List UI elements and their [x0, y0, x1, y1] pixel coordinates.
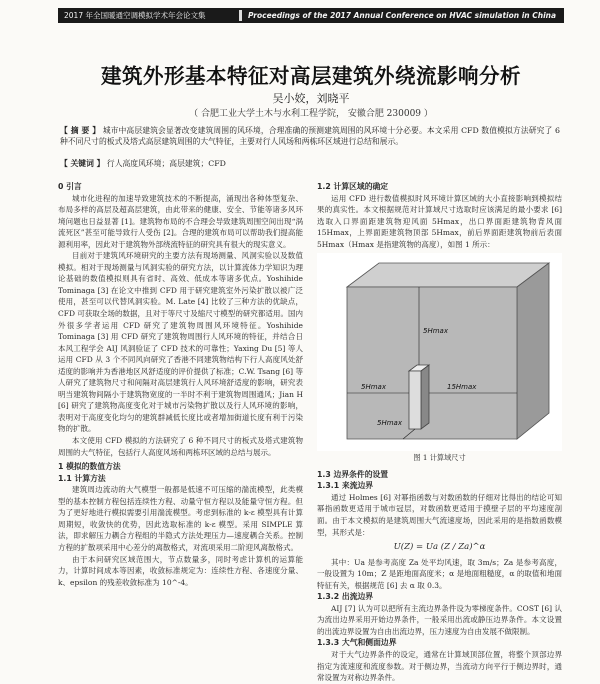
section-0-title: 0 引言 — [58, 182, 82, 191]
figure-1 — [317, 253, 562, 451]
outflow-paragraph: AIJ [7] 认为可以把所有主流边界条件设为零梯度条件。COST [6] 认为流出边界采用开始边界条件，一般采用出流或静压边界条件。本文设置的出流边界设置为自由出流边界，压力速度为自由发展不做限制。 — [317, 603, 562, 636]
abstract — [60, 125, 560, 148]
abstract-label: 【 摘 要 】 — [60, 126, 101, 135]
intro-paragraph-3: 本文使用 CFD 模拟的方法研究了 6 种不同尺寸的板式及塔式建筑物周围的大气特征，包括行人高度风场和两栋环区域的总结与展示。 — [58, 436, 303, 457]
section-1-3-1-title: 1.3.1 来流边界 — [317, 481, 374, 491]
header-divider — [239, 10, 242, 21]
header-left: 2017 年全国暖通空调模拟学术年会论文集 — [64, 11, 206, 20]
paper-title: 建筑外形基本特征对高层建筑外绕流影响分析 — [101, 64, 521, 88]
right-column — [317, 181, 562, 684]
label-front: 5Hmax — [377, 419, 402, 428]
section-1-3-title: 1.3 边界条件的设置 — [317, 469, 389, 479]
keywords-label: 【 关键词 】 — [60, 159, 105, 168]
label-right: 15Hmax — [447, 383, 477, 392]
equation-notes: 其中：Ua 是参考高度 Za 处平均风速，取 3m/s；Za 是参考高度，一般设置为 10m；Z 是距地面高度米；α 是地面粗糙度，α 的取值和地面特征有关，根据规范 [6] 去 α 取 0.3。 — [317, 557, 562, 590]
paper-affiliation: （ 合肥工业大学土木与水利工程学院， 安徽合肥 230009 ） — [189, 109, 433, 119]
intro-paragraph-2: 目前对于建筑风环境研究的主要方法有现场测量、风洞实验以及数值模拟。相对于现场测量与风洞实验的研究方法，以计算流体力学知识为理论基础的数值模拟则具有省时、高效、低成本等诸多优点。Yoshihide Tominaga [3] 在论文中推到 CFD 用于研究建筑室外污染扩散以被广泛使用，甚至可以代替风洞实验。M. Late [4] 比较了三种方法的优缺点，CFD 可获取全场的数据，且对于等尺寸及缩尺寸模型的研究都适用。国内外很多学者运用 CFD 研究了建筑物周围风环境特征。Yoshihide Tominaga [3] 用 CFD 研究了建筑物周围行人风环境的特征，并结合日本风工程学会 AIJ 风洞验证了 CFD 技术的可靠性；Yaxing Du [5] 等人运用 CFD 从 3 个不同风向研究了香港不同建筑物结构下行人高度风处舒适度的影响并为香港地区风舒适度的评价提供了标准；C.W. Tsang [6] 等人研究了建筑物尺寸和间隔对高层建筑行人风环境舒适度的影响，研究表明当建筑物间隔小于建筑物宽度的一半时不利于建筑物周围通风；Jian H [6] 研究了建筑物高度变化对于城市污染物扩散以及行人风环境的影响，表明对于高度变化均匀的建筑群减低长度比或者增加街道长度有利于污染物的扩散。 — [58, 251, 303, 434]
left-column — [58, 181, 303, 588]
inflow-equation: U(Z) = Ua (Z / Za)^α — [393, 542, 486, 553]
label-left: 5Hmax — [361, 383, 386, 392]
section-1-2-title: 1.2 计算区域的确定 — [317, 182, 389, 191]
header-right: Proceedings of the 2017 Annual Conference on HVAC simulation in China — [248, 11, 557, 20]
method-paragraph-1: 建筑周边流动的大气模型一般都是低速不可压缩的湍流模型，此类模型的基本控制方程包括连续性方程、动量守恒方程以及能量守恒方程。但为了更好地进行模拟需要引用湍流模型。考虑到标准的 k-ε 模型具有计算周期短，收敛快的优势，因此选取标准的 k-ε 模型。采用 SIMPLE 算法，即求解压力耦合方程组的半隐式方法处理压力—速度耦合关系。控制方程的扩散项采用中心差分的离散格式，对流项采用二阶迎风离散格式。 — [58, 485, 303, 552]
abstract-text: 城市中高层建筑会显著改变建筑周围的风环境，合理准确的预测建筑周围的风环境十分必要。本文采用 CFD 数值模拟方法研究了 6 种不同尺寸的板式及塔式高层建筑周围的大气特征，主要对行人风场和两栋环区域进行总结和展示。 — [60, 126, 560, 147]
intro-paragraph-1: 城市化进程的加速导致建筑技术的不断提高，涌现出各种体型复杂、布局多样的高层及超高层建筑，由此带来的健康、安全、节能等诸多风环境问题也日益显著 [1]。建筑物布局的不合理会导致建筑周围空间出现“涡流死区”甚至可能导致行人受伤 [2]。合理的建筑布局可以帮助我们提高能源利用率，因此对于建筑物外部绕流特征的研究具有很大的现实意义。 — [58, 193, 303, 249]
inflow-paragraph: 通过 Holmes [6] 对幂指函数与对数函数的仔细对比得出的结论可知幂指函数更适用于城市冠层，对数函数更适用于摸壁子层的平均速度剖面。由于本文模拟的是建筑周围大气流速度场，因此采用的是指数函数模型，其形式是： — [317, 492, 562, 537]
section-1-3-2-title: 1.3.2 出流边界 — [317, 592, 374, 602]
method-paragraph-2: 由于本问研究区域范围大，节点数量多，同时考虑计算机的运算能力，计算时间成本等因素，收敛标准规定为：连续性方程、各速度分量、k、epsilon 的残差收敛标准为 10^-4。 — [58, 554, 303, 587]
computational-domain-diagram — [317, 253, 562, 451]
label-top: 5Hmax — [423, 327, 448, 336]
keywords — [60, 158, 560, 169]
section-1-1-title: 1.1 计算方法 — [58, 473, 106, 483]
section-1-3-3-title: 1.3.3 大气和侧面边界 — [317, 638, 397, 648]
section-1-title: 1 模拟的数值方法 — [58, 462, 121, 472]
paper-authors: 吴小姣，刘晓平 — [272, 92, 350, 105]
side-boundary-paragraph: 对于大气边界条件的设定，通常在计算域顶部位置，将整个顶部边界指定为流速度和流度参数。对于侧边界，当流动方向平行于侧边界时，通常设置为对称边界条件。 — [317, 650, 562, 683]
keywords-text: 行人高度风环境；高层建筑；CFD — [106, 159, 226, 168]
figure-1-caption: 图 1 计算域尺寸 — [413, 453, 466, 463]
domain-paragraph: 运用 CFD 进行数值模拟时风环境计算区域的大小直接影响到模拟结果的真实性。本文根据规范对计算域尺寸选取时应该满足的最小要求 [6] 选取入口界面距建筑物迎风面 5Hmax，出口界面距建筑物背风面 15Hmax，上界面距建筑物顶部 5Hmax，前后界面距建筑物前后表面 5Hmax（Hmax 是指建筑物的高度），如图 1 所示： — [317, 193, 562, 249]
running-header — [58, 8, 564, 23]
